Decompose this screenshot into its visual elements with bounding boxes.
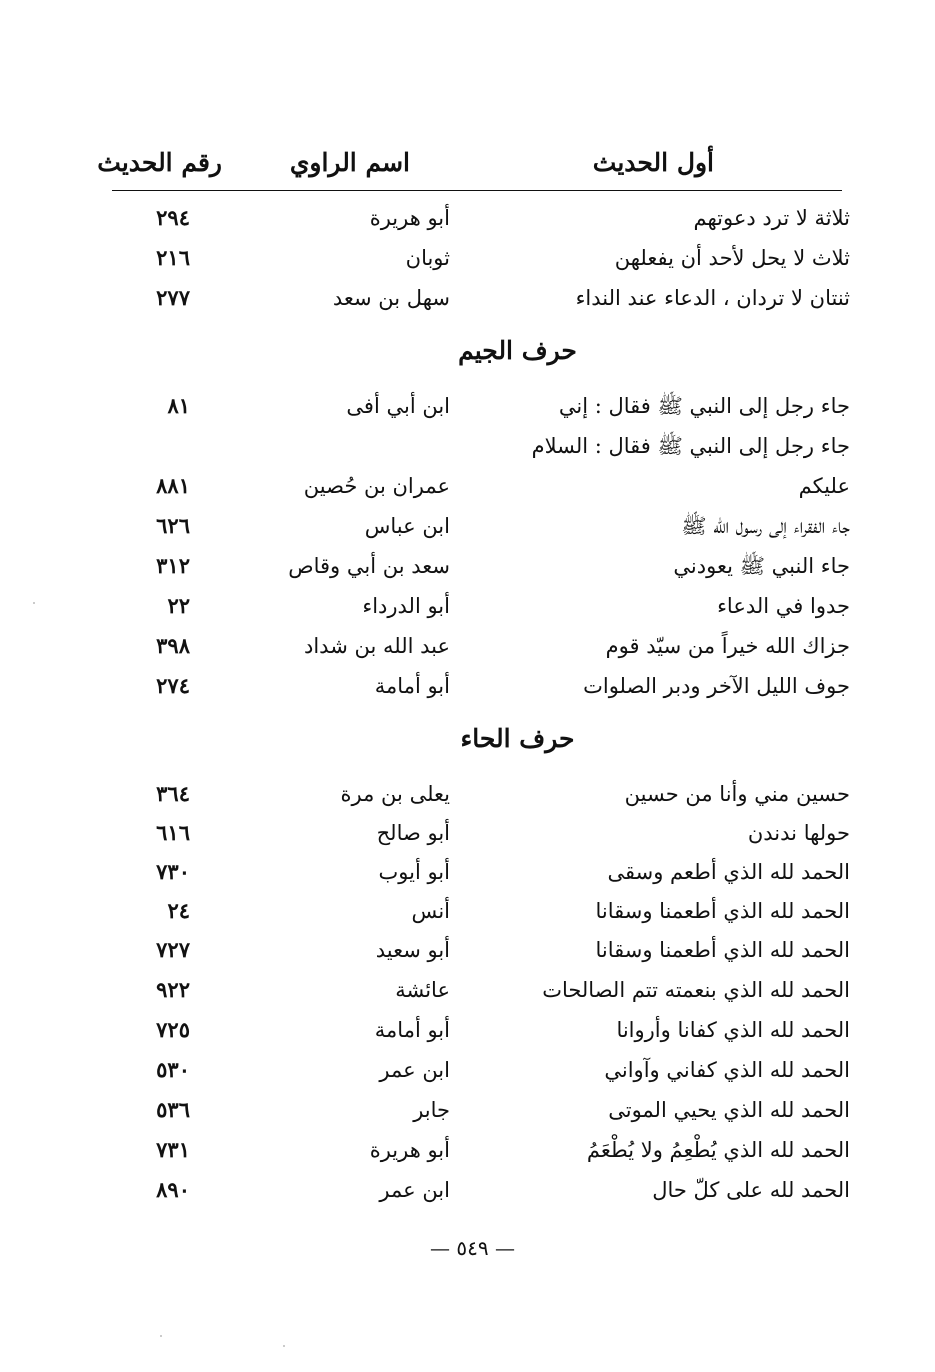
hadith-number: ٦٢٦ xyxy=(156,513,190,538)
hadith-first-words: الحمد لله الذي أطعمنا وسقانا xyxy=(595,899,850,923)
hadith-first-words: الحمد لله الذي يُطْعِمُ ولا يُطْعَمُ xyxy=(586,1138,850,1162)
header-rule xyxy=(112,190,842,191)
hadith-number: ٩٢٢ xyxy=(156,977,190,1002)
narrator-name: عائشة xyxy=(395,978,450,1002)
hadith-first-words: جزاك الله خيراً من سيّد قوم xyxy=(605,634,850,658)
narrator-name: ابن عباس xyxy=(364,514,450,538)
hadith-number: ٧٢٥ xyxy=(156,1017,190,1042)
hadith-first-words: حسين مني وأنا من حسين xyxy=(624,782,850,806)
table-row xyxy=(100,468,850,504)
hadith-first-words: جاء رجل إلى النبي ﷺ فقال : السلام xyxy=(531,434,850,458)
hadith-number: ٣٦٤ xyxy=(156,781,190,806)
narrator-name: أبو صالح xyxy=(376,821,450,845)
hadith-number: ٨٩٠ xyxy=(156,1177,190,1202)
table-header xyxy=(97,148,842,188)
hadith-first-words: جاء النبي ﷺ يعودني xyxy=(673,554,850,578)
header-hadith-number: رقم الحديث xyxy=(97,148,222,177)
narrator-name: ابن أبي أفى xyxy=(346,394,450,418)
table-row xyxy=(100,508,850,544)
table-row xyxy=(100,776,850,812)
hadith-first-words: ثنتان لا تردان ، الدعاء عند النداء xyxy=(575,286,850,310)
table-row xyxy=(100,588,850,624)
hadith-first-words: الحمد لله الذي يحيي الموتى xyxy=(608,1098,850,1122)
hadith-first-words: الحمد لله الذي كفاني وآواني xyxy=(604,1058,850,1082)
narrator-name: أبو أمامة xyxy=(374,674,450,698)
narrator-name: أبو سعيد xyxy=(375,938,450,962)
narrator-name: ابن عمر xyxy=(379,1058,450,1082)
narrator-name: جابر xyxy=(413,1098,450,1122)
table-row xyxy=(100,893,850,929)
narrator-name: أبو هريرة xyxy=(369,206,450,230)
hadith-first-words: ثلاث لا يحل لأحد أن يفعلهن xyxy=(614,246,850,270)
hadith-first-words: الحمد لله على كلّ حال xyxy=(652,1178,850,1202)
hadith-number: ٥٣٠ xyxy=(156,1057,190,1082)
hadith-number: ٢٤ xyxy=(167,898,190,923)
hadith-first-words: الحمد لله الذي كفانا وأروانا xyxy=(616,1018,850,1042)
hadith-number: ٨١ xyxy=(167,393,190,418)
hadith-first-words: جاء الفقراء إلى رسول الله ﷺ xyxy=(681,514,850,538)
narrator-name: أبو أمامة xyxy=(374,1018,450,1042)
page-number: — ٥٤٩ — xyxy=(430,1236,515,1260)
narrator-name: أنس xyxy=(411,899,450,923)
section-heading-haa: حرف الحاء xyxy=(460,724,575,753)
section-heading-jeem: حرف الجيم xyxy=(458,336,577,365)
table-row xyxy=(100,388,850,424)
narrator-name: أبو أيوب xyxy=(378,860,450,884)
header-narrator: اسم الراوي xyxy=(289,148,410,177)
table-row xyxy=(100,1052,850,1088)
hadith-number: ٣١٢ xyxy=(156,553,190,578)
table-row xyxy=(100,200,850,236)
table-row xyxy=(100,428,850,464)
header-first-words: أول الحديث xyxy=(592,148,714,177)
hadith-first-words: الحمد لله الذي أطعم وسقى xyxy=(607,860,850,884)
scan-speck xyxy=(283,1345,285,1347)
hadith-number: ٢٢ xyxy=(167,593,190,618)
table-row xyxy=(100,668,850,704)
narrator-name: ثوبان xyxy=(405,246,450,270)
scan-speck xyxy=(33,602,35,604)
hadith-number: ٧٣١ xyxy=(156,1137,190,1162)
narrator-name: أبو هريرة xyxy=(369,1138,450,1162)
hadith-number: ٧٢٧ xyxy=(156,937,190,962)
scan-speck xyxy=(160,1335,162,1337)
table-row xyxy=(100,1092,850,1128)
table-row xyxy=(100,854,850,890)
table-row xyxy=(100,1012,850,1048)
table-row xyxy=(100,815,850,851)
table-row xyxy=(100,1132,850,1168)
narrator-name: عبد الله بن شداد xyxy=(304,634,450,658)
narrator-name: سعد بن أبي وقاص xyxy=(288,554,450,578)
hadith-number: ٢٩٤ xyxy=(156,205,190,230)
narrator-name: عمران بن حُصين xyxy=(303,474,450,498)
hadith-first-words: عليكم xyxy=(798,474,850,498)
narrator-name: يعلى بن مرة xyxy=(340,782,450,806)
hadith-first-words: جدوا في الدعاء xyxy=(717,594,850,618)
narrator-name: سهل بن سعد xyxy=(332,286,450,310)
table-row xyxy=(100,628,850,664)
narrator-name: أبو الدرداء xyxy=(362,594,450,618)
hadith-number: ٧٣٠ xyxy=(156,859,190,884)
hadith-first-words: جاء رجل إلى النبي ﷺ فقال : إني xyxy=(558,394,850,418)
narrator-name: ابن عمر xyxy=(379,1178,450,1202)
table-row xyxy=(100,932,850,968)
hadith-number: ٥٣٦ xyxy=(156,1097,190,1122)
table-row xyxy=(100,280,850,316)
hadith-number: ٦١٦ xyxy=(156,820,190,845)
hadith-number: ٣٩٨ xyxy=(156,633,190,658)
hadith-number: ٢٧٧ xyxy=(156,285,190,310)
table-row xyxy=(100,972,850,1008)
table-row xyxy=(100,240,850,276)
hadith-first-words: حولها ندندن xyxy=(747,821,850,845)
hadith-number: ٢٧٤ xyxy=(156,673,190,698)
hadith-number: ٢١٦ xyxy=(156,245,190,270)
table-row xyxy=(100,548,850,584)
table-row xyxy=(100,1172,850,1208)
hadith-first-words: جوف الليل الآخر ودبر الصلوات xyxy=(583,674,850,698)
hadith-first-words: الحمد لله الذي بنعمته تتم الصالحات xyxy=(542,978,850,1002)
hadith-first-words: ثلاثة لا ترد دعوتهم xyxy=(693,206,850,230)
hadith-first-words: الحمد لله الذي أطعمنا وسقانا xyxy=(595,938,850,962)
hadith-number: ٨٨١ xyxy=(156,473,190,498)
